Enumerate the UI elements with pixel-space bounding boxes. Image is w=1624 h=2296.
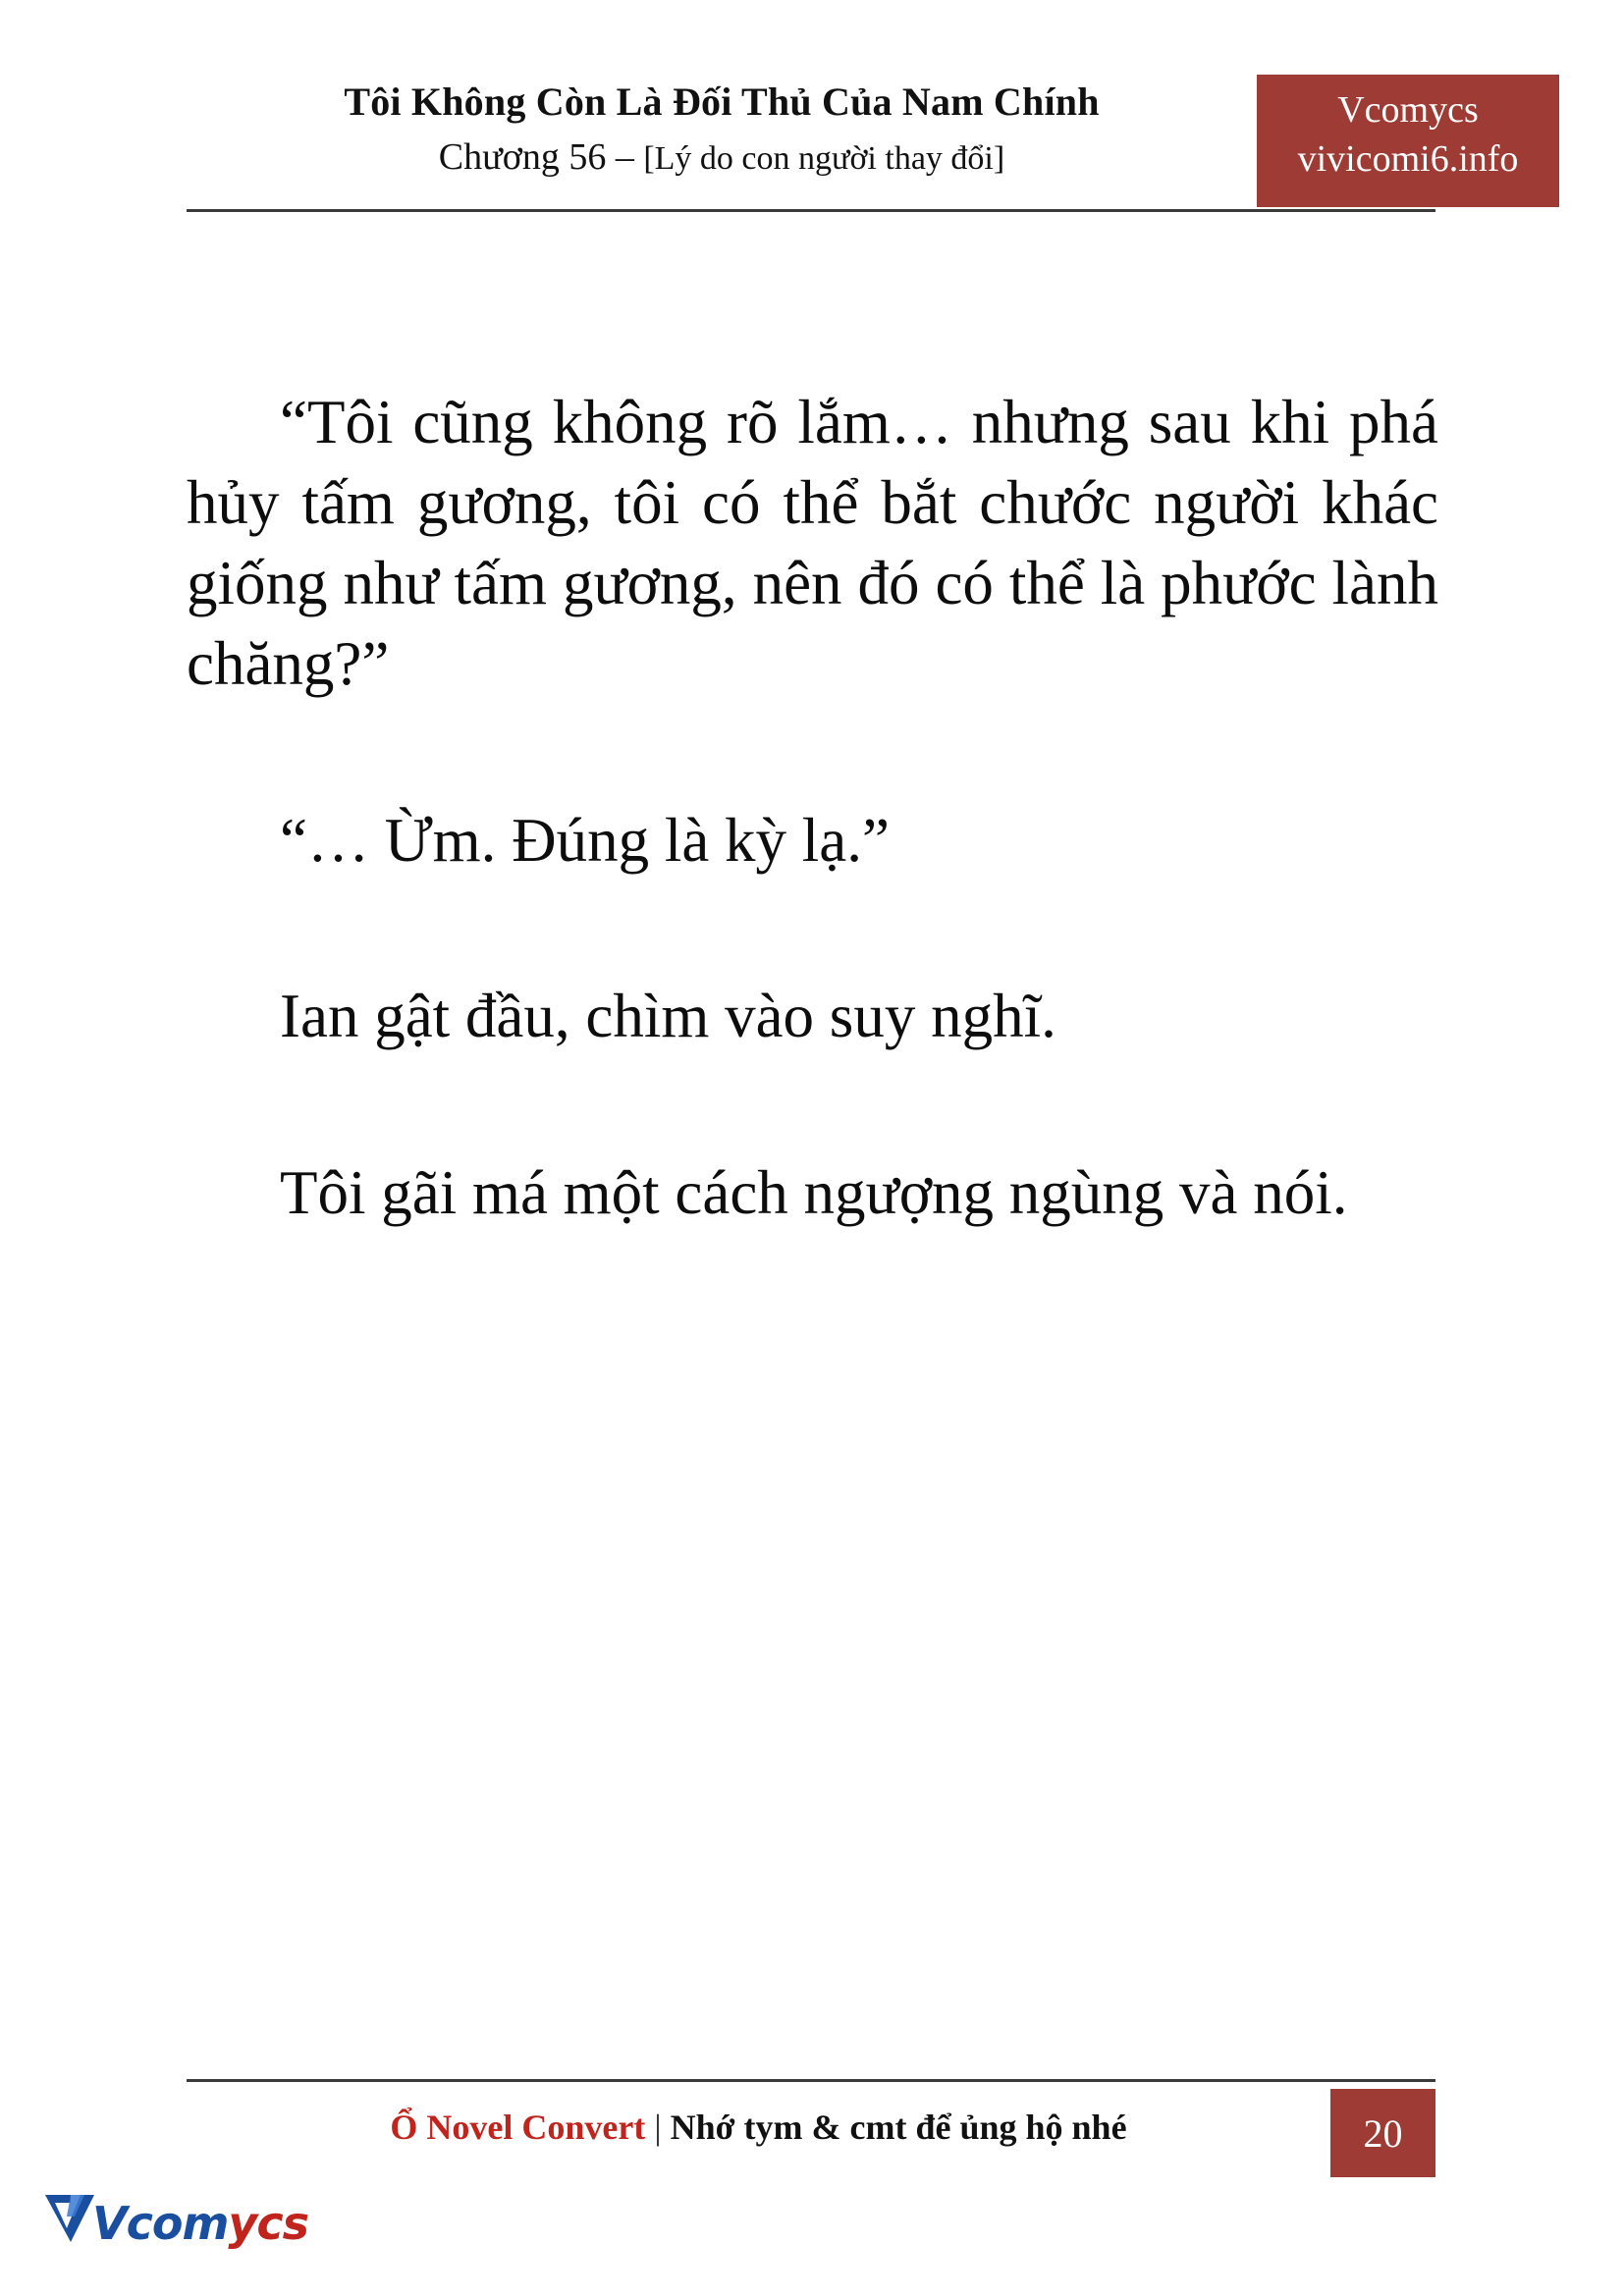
paragraph: Ian gật đầu, chìm vào suy nghĩ. [280, 982, 1056, 1051]
footer-inner [187, 2099, 1435, 2169]
footer-brand: Ổ Novel Convert [390, 2108, 646, 2147]
chapter-number: Chương 56 – [438, 136, 634, 178]
page-header [187, 77, 1519, 214]
header-divider [187, 209, 1435, 212]
watermark-text-accent: ycs [228, 2197, 309, 2250]
chapter-title: [Lý do con người thay đổi] [643, 140, 1005, 177]
brand-badge [1257, 75, 1559, 207]
brand-name: Vcomycs [1337, 89, 1479, 131]
watermark-text [92, 2197, 309, 2250]
footer-note: Nhớ tym & cmt để ủng hộ nhé [670, 2108, 1127, 2147]
header-title-block [187, 77, 1257, 182]
vcomycs-mark-icon [41, 2189, 98, 2246]
watermark-logo [41, 2185, 309, 2264]
paragraph: “… Ừm. Đúng là kỳ lạ.” [280, 805, 890, 875]
footer-separator: | [654, 2108, 662, 2147]
page-content [187, 383, 1438, 1330]
footer-credit [187, 2107, 1330, 2148]
page-number-badge: 20 [1330, 2089, 1435, 2177]
page-title: Tôi Không Còn Là Đối Thủ Của Nam Chính [344, 80, 1100, 124]
brand-url: vivicomi6.info [1297, 137, 1519, 180]
chapter-line [187, 133, 1257, 182]
paragraph: “Tôi cũng không rõ lắm… nhưng sau khi phá hủy tấm gương, tôi có thể bắt chước người khác giống như tấm gương, nên đó có thể là phước lành chăng?” [187, 388, 1438, 698]
footer-divider [187, 2079, 1435, 2082]
watermark-text-main: Vcom [92, 2197, 229, 2250]
paragraph: Tôi gãi má một cách ngượng ngùng và nói. [280, 1158, 1348, 1228]
